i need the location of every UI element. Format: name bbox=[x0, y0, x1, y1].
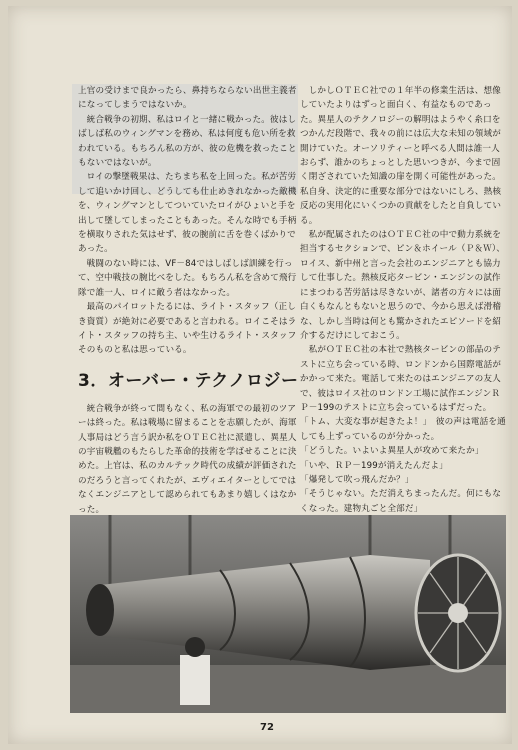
section-heading: 3．オーバー・テクノロジー bbox=[78, 370, 299, 391]
paragraph: ロイの撃墜戦果は、たちまち私を上回った。私が苦労して追いかけ回し、どうしても仕止めきれなかった敵機を、ウィングマンとしてついていたロイがひょいと手を出して墜してしまったこともあった。そんな時でも手柄を横取りされた気はせず、彼の腕前に舌を巻くばかりであった。 bbox=[78, 172, 297, 255]
right-column bbox=[300, 84, 508, 516]
paragraph: しかしＯＴＥＣ社での１年半の修業生活は、想像していたよりはずっと面白く、有益なものであった。異星人のテクノロジーの解明はようやく糸口をつかんだ段階で、我々の前には広大な未知の領域が開けていた。オーソリティーと呼べる人間は誰一人おらず、誰かのちょっとした思いつきが、今まで固く閉ざされていた知識の扉を開く可能性があった。私自身、決定的に重要な部分ではないにしろ、熱核反応の実用化にいくつかの貢献をしたと自負している。 bbox=[300, 86, 502, 226]
paragraph: 最高のパイロットたるには、ライト・スタッフ（正しき資質）が絶対に必要であると言われる。ロイこそはライト・スタッフの持ち主、いや生けるライト・スタッフそのものと私は思っている。 bbox=[78, 302, 297, 356]
paragraph: 私が配属されたのはＯＴＥＣ社の中で動力系統を担当するセクションで、ピン＆ホイール（Ｐ＆Ｗ）、ロイス、新中州と言った会社のエンジニアとも協力して仕事した。熱核反応タービン・エンジンの試作にまつわる苦労話は尽きないが、諸者の方々には面白くもなんともないと思うので、今から思えば滑稽な、しかし当時は何とも驚かされたエピソードを紹介するだけにしておこう。 bbox=[300, 230, 506, 341]
dialogue-line: 「そうじゃない。ただ消えちまったんだ。何にもなくなった。建物丸ごと全部だ」 bbox=[300, 489, 502, 514]
engine-illustration bbox=[70, 515, 506, 713]
turbine-engine-photo bbox=[70, 515, 506, 713]
dialogue-line: 「いや、ＲＰ－199が消えたんだよ」 bbox=[300, 460, 448, 471]
book-page bbox=[8, 6, 512, 744]
dialogue-line: 「どうした。いよいよ異星人が攻めて来たか」 bbox=[300, 446, 484, 457]
paragraph: 統合戦争の初期、私はロイと一緒に戦かった。彼はしばしば私のウィングマンを務め、私は何度も危い所を救われている。もちろん私の方が、彼の危機を救ったこともないではないが。 bbox=[78, 114, 297, 169]
left-column bbox=[78, 84, 302, 517]
paragraph: 戦闘のない時には、VF－84ではしばしば訓練を行って、空中戦技の腕比べをした。もちろん私を含めて飛行隊で誰一人、ロイに敵う者はなかった。 bbox=[78, 258, 297, 298]
paragraph: 上官の受けまで良かったら、鼻持ちならない出世主義者になってしまうではないか。 bbox=[78, 86, 297, 111]
paragraph: 統合戦争が終って間もなく、私の海軍での最初のツアーは終った。私は戦場に留まることを志願したが、海軍人事局はどう言う訳か私をＯＴＥＣ社に派遣し、異星人の宇宙戦艦のもたらした革命的技術を学ばせることに決めた。上官は、私のカルテック時代の成績が評価されたのだろうと言ってくれたが、エヴィエイターとしてではなくエンジニアとして認められてもあまり嬉しくはなかった。 bbox=[78, 403, 297, 515]
paragraph: 私がＯＴＥＣ社の本社で熱核タービンの部品のテストに立ち会っている時、ロンドンから国際電話がかかって来た。電話して来たのはエンジニアの友人で、彼はロイス社のロンドン工場に試作エンジンＲＰ－199のテストに立ち会っているはずだった。 bbox=[300, 345, 502, 413]
dialogue-line: 「爆発して吹っ飛んだか？」 bbox=[300, 474, 414, 485]
dialogue-line: 「トム、大変な事が起きたよ！」 彼の声は電話を通しても上ずっているのが分かった。 bbox=[300, 417, 506, 442]
page-number: 72 bbox=[260, 722, 274, 733]
